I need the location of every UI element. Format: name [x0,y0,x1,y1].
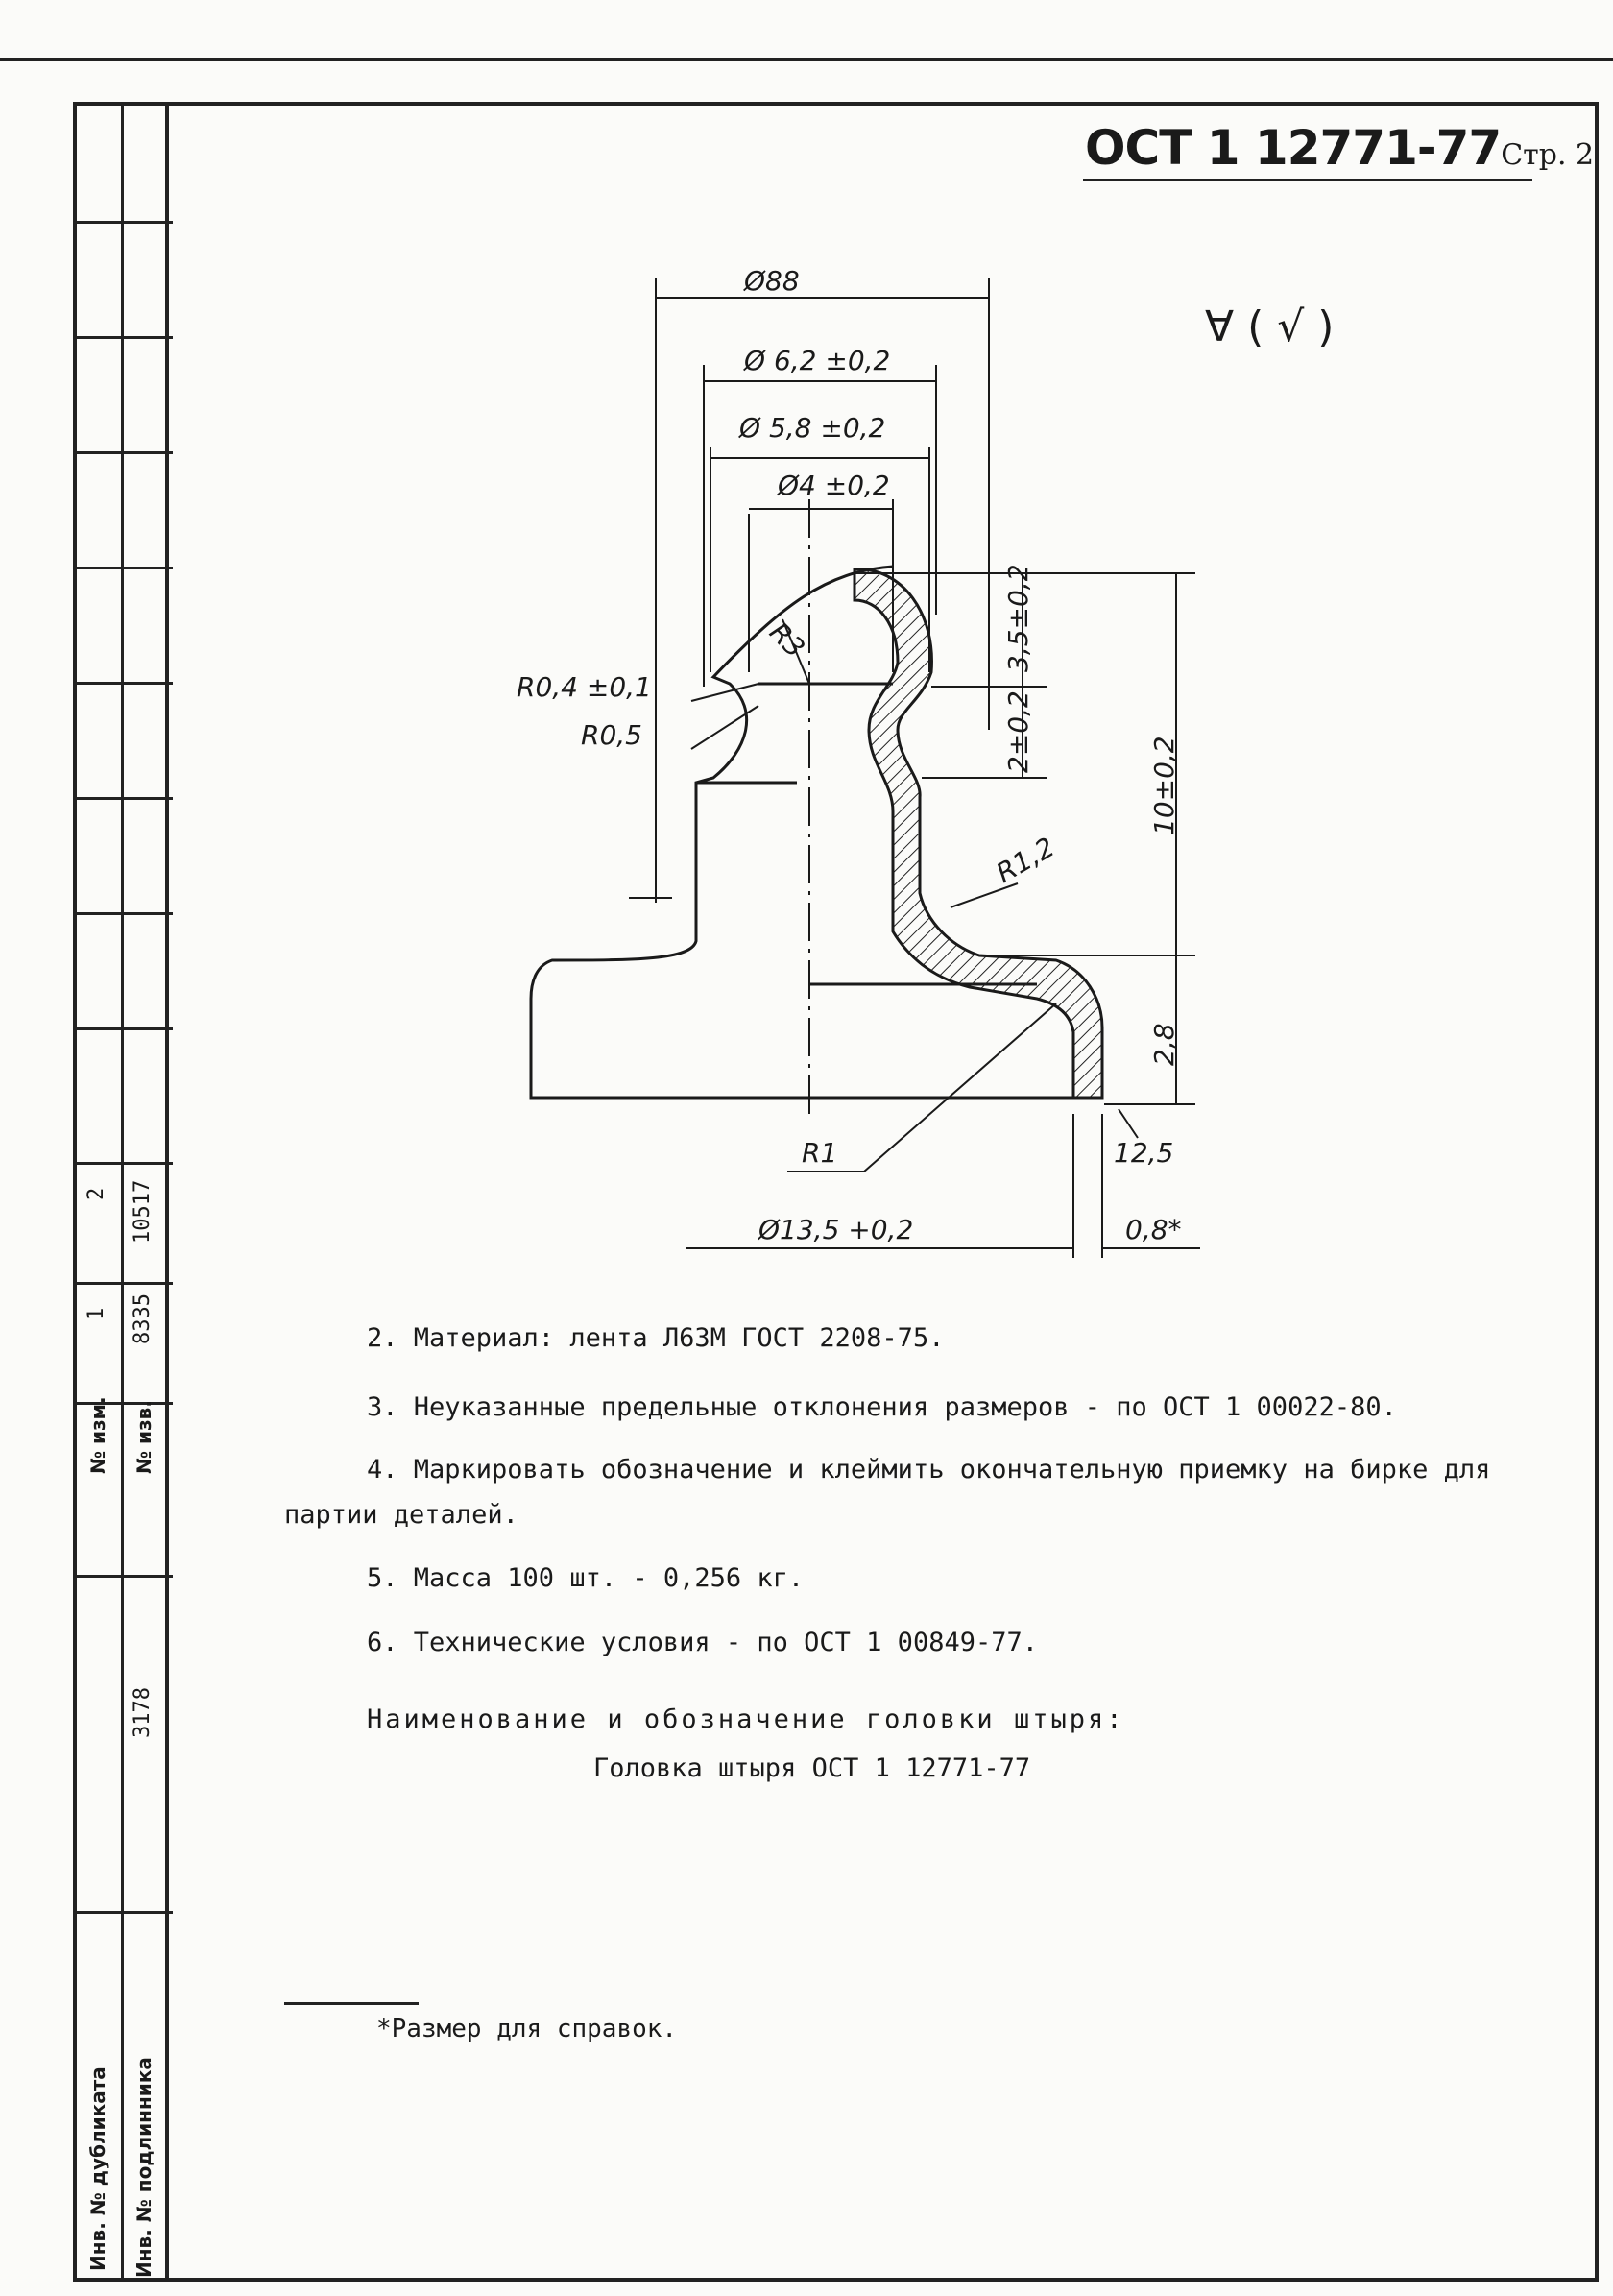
side-row-line [77,451,173,454]
duplicate-number: 3178 [131,1687,155,1738]
footnote-rule [284,2002,419,2005]
roughness-symbol: ∀ ( √ ) [1205,302,1335,351]
side-row-line [77,1162,173,1165]
naming-value: Головка штыря ОСТ 1 12771-77 [593,1753,1031,1783]
rev-number-2: 2 [84,1187,108,1200]
note-4-cont: партии деталей. [284,1500,518,1530]
side-row-line [77,682,173,685]
title-underline [1083,179,1532,181]
note-5: 5. Масса 100 шт. - 0,256 кг. [367,1563,805,1593]
footnote: *Размер для справок. [376,2015,678,2043]
side-row-line [77,336,173,339]
dim-r1: R1 [802,1137,838,1169]
dim-h28: 2,8 [1148,1023,1180,1066]
naming-label: Наименование и обозначение головки штыря: [367,1704,1125,1734]
side-row-line [77,1911,173,1914]
rev-number-1: 1 [84,1307,108,1320]
side-stamp-column [73,102,169,2282]
label-inv-original: Инв. № подлинника [132,2057,156,2278]
note-2: 2. Материал: лента Л63М ГОСТ 2208-75. [367,1323,945,1353]
side-divider [121,106,124,2278]
dim-t08: 0,8* [1125,1214,1182,1245]
standard-designation: ОСТ 1 12771-77 [1085,120,1502,176]
dim-d4: Ø4 ±0,2 [778,470,890,501]
label-izv: № изв. [132,1400,156,1474]
note-3: 3. Неуказанные предельные отклонения размеров - по ОСТ 1 00022-80. [367,1392,1397,1422]
dim-h35: 3,5±0,2 [1002,564,1034,672]
note-4: 4. Маркировать обозначение и клеймить окончательную приемку на бирке для [367,1455,1491,1485]
side-row-line [77,1282,173,1285]
label-inv-duplicate: Инв. № дубликата [86,2066,109,2271]
top-border-line [0,58,1613,61]
doc-number-1: 8335 [131,1293,155,1344]
side-row-line [77,912,173,915]
side-row-line [77,221,173,224]
dim-d58: Ø 5,8 ±0,2 [739,412,886,444]
dim-d88: Ø88 [744,265,800,297]
dim-r3: R3 [763,616,811,665]
page-title [1085,120,1594,176]
dim-d62: Ø 6,2 ±0,2 [744,345,891,376]
side-row-line [77,797,173,800]
part-drawing [480,240,1440,1277]
note-6: 6. Технические условия - по ОСТ 1 00849-77. [367,1628,1038,1657]
dim-r12: R1,2 [991,831,1060,890]
dim-h2: 2±0,2 [1002,690,1034,773]
side-row-line [77,1027,173,1030]
dim-h10: 10±0,2 [1148,736,1180,835]
doc-number-2: 10517 [131,1179,155,1244]
dim-d135: Ø13,5 +0,2 [758,1214,914,1245]
page-number: Стр. 2 [1501,138,1595,172]
side-row-line [77,1575,173,1578]
hatched-section [855,569,1102,1098]
label-izm: № изм. [86,1396,109,1474]
side-row-line [77,567,173,569]
dim-r04: R0,4 ±0,1 [517,671,652,703]
dim-r05: R0,5 [581,719,642,751]
dim-angle: 12,5 [1114,1137,1174,1169]
